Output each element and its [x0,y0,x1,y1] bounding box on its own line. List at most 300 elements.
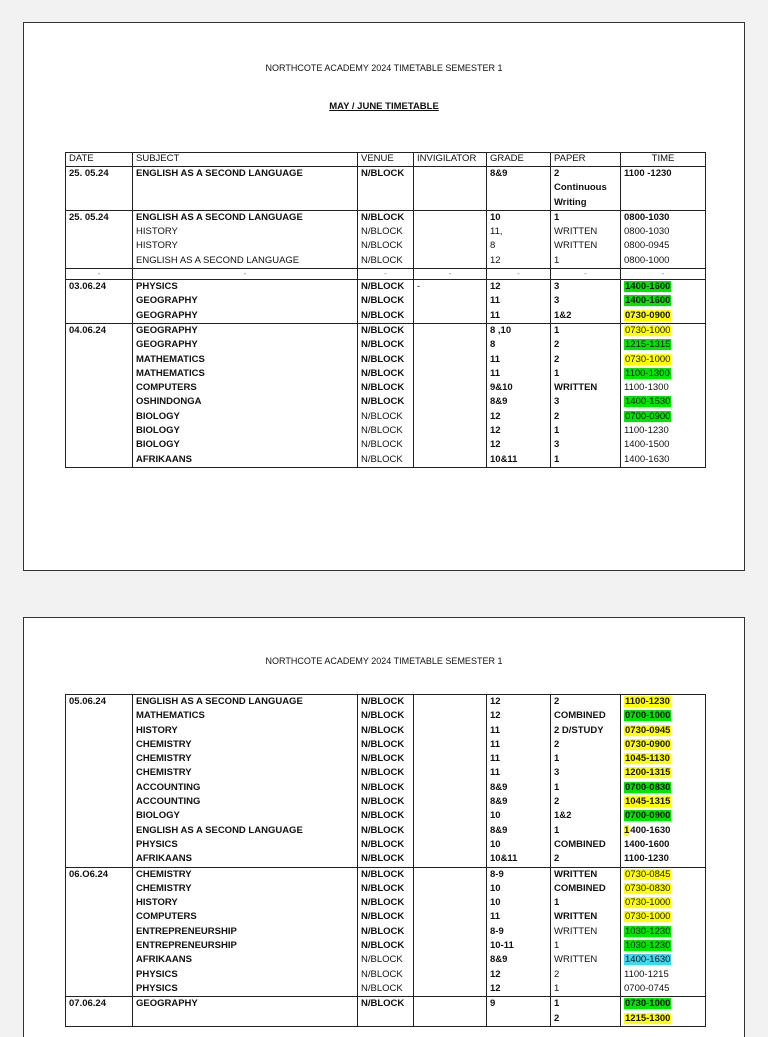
subject-value: CHEMISTRY [136,753,192,765]
subject-value [136,196,354,210]
page1-cell-paper [551,167,621,211]
subject-value: COMPUTERS [136,911,197,923]
time-highlight: 0730-0845 [625,868,671,880]
time-value: 1100-1230 [624,425,669,437]
invigilator-value [417,438,483,452]
time-value: - [661,269,665,279]
page2-cell-grade [487,695,551,868]
time-value: 1100 -1230 [624,168,672,179]
grade-value: 11 [490,353,501,365]
invigilator-value: - [417,281,421,293]
paper-value: Continuous [554,182,607,194]
subject-value: ENTREPRENEURSHIP [136,925,237,937]
page1-cell-time [621,280,706,324]
venue-value: N/BLOCK [361,954,403,966]
time-value [624,882,702,896]
invigilator-value [417,324,483,338]
grade-value: 8-9 [490,925,504,937]
time-value [624,338,702,352]
grade-value: 8-9 [490,868,504,880]
grade-value: 8&9 [490,168,508,179]
time-value [624,353,702,367]
page1-cell-date [66,210,133,268]
paper-value: - [584,269,587,279]
invigilator-value [417,852,483,866]
subject-value: OSHINDONGA [136,396,202,408]
time-value [624,910,702,924]
subject-value: - [243,269,247,279]
venue-value: N/BLOCK [361,396,405,408]
time-value: 1400-1600 [624,838,670,850]
subject-value: GEOGRAPHY [136,295,198,307]
time-value [624,695,702,709]
invigilator-value [417,353,483,367]
subject-value: ENGLISH AS A SECOND LANGUAGE [136,696,303,707]
paper-value: 3 [554,281,560,293]
venue-value: N/BLOCK [361,696,405,707]
time-highlight: 0700-0900 [625,410,671,422]
venue-value: N/BLOCK [361,168,405,179]
subject-value: ENGLISH AS A SECOND LANGUAGE [136,211,303,223]
time-value [624,709,702,723]
venue-value: N/BLOCK [361,998,405,1010]
paper-value: 2 [554,353,560,365]
time-value [624,309,702,323]
time-value [624,367,702,381]
table-row [66,997,706,1027]
subject-value: PHYSICS [136,281,178,293]
subject-value: CHEMISTRY [136,882,192,894]
venue-value: N/BLOCK [361,838,405,850]
page2-cell-invigilator [414,867,487,997]
invigilator-value [417,781,483,795]
invigilator-value [417,709,483,723]
venue-value: N/BLOCK [361,367,405,379]
venue-value: N/BLOCK [361,753,405,765]
page2-cell-subject [133,997,358,1027]
time-value [624,809,702,823]
time-value: 0800-1030 [624,226,670,238]
time-value [624,997,702,1011]
grade-value: 8 [490,240,496,252]
subject-value: CHEMISTRY [136,767,192,779]
venue-value: N/BLOCK [361,339,405,351]
page2-cell-invigilator [414,695,487,868]
paper-value: 1 [554,897,560,909]
page-title: NORTHCOTE ACADEMY 2024 TIMETABLE SEMESTER 1 [265,63,503,73]
paper-value: 1 [554,211,560,223]
date-value: 25. 05.24 [69,211,109,223]
table-row [66,280,706,324]
venue-value: N/BLOCK [361,226,403,238]
invigilator-value [417,196,483,210]
paper-value: Writing [554,196,587,208]
grade-value: 11 [490,295,501,307]
grade-value: 12 [490,696,501,707]
subject-value: GEOGRAPHY [136,339,198,351]
grade-value: 10 [490,897,501,909]
grade-value: 12 [490,410,501,422]
page2-cell-invigilator [414,997,487,1027]
page1-cell-paper [551,210,621,268]
page1-cell-date [66,323,133,467]
date-value: - [97,269,101,279]
page2-cell-time [621,997,706,1027]
invigilator-value [417,910,483,924]
grade-value: 10 [490,882,501,894]
page1-cell-paper [551,323,621,467]
grade-value: 12 [490,281,501,293]
grade-value: 8 ,10 [490,324,512,336]
subject-value: PHYSICS [136,838,178,850]
time-rest: 400-1630 [630,824,671,836]
venue-value: N/BLOCK [361,940,405,952]
venue-value: N/BLOCK [361,425,403,437]
grade-value: 11 [490,911,501,923]
table-header-row [66,153,706,167]
page1-cell-time [621,210,706,268]
page2-cell-paper [551,867,621,997]
subject-value: GEOGRAPHY [136,324,198,336]
subject-value: BIOLOGY [136,410,180,422]
page1-cell-time [621,269,706,280]
time-value [624,896,702,910]
invigilator-value [417,181,483,195]
venue-value: N/BLOCK [361,353,405,365]
time-value [624,410,702,424]
subject-value: ACCOUNTING [136,796,201,808]
paper-value: WRITTEN [554,226,598,238]
page1-cell-grade [487,167,551,211]
page1-cell-grade [487,269,551,280]
venue-value: N/BLOCK [361,968,403,980]
time-value: 0800-0945 [624,240,670,252]
time-highlight: 1030-1230 [625,940,671,952]
venue-value: N/BLOCK [361,810,405,822]
invigilator-value [417,254,483,268]
paper-value: 1&2 [554,309,572,321]
invigilator-value [417,824,483,838]
paper-value: 3 [554,295,560,307]
paper-value: 2 [554,738,560,750]
time-value [624,868,702,882]
col-header-subject: SUBJECT [133,153,358,167]
paper-value: 1 [554,824,560,836]
invigilator-value [417,424,483,438]
page2-cell-grade [487,867,551,997]
venue-value: N/BLOCK [361,410,403,422]
time-highlight: 1400-1600 [625,281,671,293]
paper-value: 1 [554,453,560,465]
time-highlight: 1100-1300 [625,367,670,379]
paper-value: 2 [554,796,560,808]
page2-cell-paper [551,695,621,868]
grade-value: 9&10 [490,382,513,394]
paper-value: 1 [554,254,560,266]
time-value: 1400-1500 [624,439,670,451]
paper-value: WRITTEN [554,954,598,966]
page1-cell-invigilator [414,269,487,280]
venue-value: - [384,269,387,279]
time-highlight: 0730-1000 [625,353,671,365]
page1-cell-venue [358,210,414,268]
venue-value: N/BLOCK [361,738,405,750]
grade-value: 9 [490,998,496,1010]
time-highlight: 0730-0900 [625,738,671,750]
invigilator-value [417,381,483,395]
invigilator-value [417,410,483,424]
subject-value: ENGLISH AS A SECOND LANGUAGE [136,168,303,179]
venue-value: N/BLOCK [361,309,405,321]
grade-value: 8&9 [490,396,508,408]
subject-value: AFRIKAANS [136,853,192,865]
time-value [624,395,702,409]
page2-cell-venue [358,695,414,868]
paper-value: 2 [554,696,560,707]
date-value: 04.06.24 [69,324,106,336]
grade-value: 12 [490,968,501,980]
table-row [66,695,706,868]
time-value [624,294,702,308]
invigilator-value [417,395,483,409]
page1-cell-invigilator [414,210,487,268]
page1-cell-grade [487,323,551,467]
paper-value: 1 [554,982,560,994]
page1-cell-date [66,280,133,324]
time-value: 1100-1230 [624,853,669,865]
page1-cell-subject [133,269,358,280]
page2-cell-time [621,867,706,997]
subject-value [136,181,354,195]
grade-value [490,196,547,210]
subject-value: PHYSICS [136,968,178,980]
invigilator-value [417,809,483,823]
venue-value: N/BLOCK [361,453,403,465]
subject-value: HISTORY [136,226,178,238]
date-value: 03.06.24 [69,281,106,293]
venue-value: N/BLOCK [361,982,403,994]
page1-cell-subject [133,280,358,324]
timetable-page-2 [23,617,745,1037]
table-row [66,269,706,280]
subject-value: PHYSICS [136,982,178,994]
venue-value: N/BLOCK [361,767,405,779]
date-value: 07.06.24 [69,998,106,1010]
col-header-date: DATE [66,153,133,167]
time-highlight: 1400-1530 [625,396,671,408]
time-highlight: 1200-1315 [625,767,671,779]
subject-value: MATHEMATICS [136,353,205,365]
time-highlight-part: 1 [624,824,630,836]
paper-value: WRITTEN [554,868,598,880]
page1-cell-subject [133,210,358,268]
paper-value: 1 [554,998,560,1010]
date-value: 25. 05.24 [69,168,109,179]
page2-cell-venue [358,997,414,1027]
grade-value: 11 [490,753,501,765]
subject-value: GEOGRAPHY [136,998,198,1010]
timetable-table [65,152,706,468]
time-highlight: 0730-0945 [625,724,671,736]
paper-value: 2 [554,168,560,179]
grade-value: 11, [490,226,503,238]
subject-value: GEOGRAPHY [136,309,198,321]
venue-value: N/BLOCK [361,240,403,252]
invigilator-value [417,997,483,1011]
subject-value: MATHEMATICS [136,710,205,722]
time-highlight: 1045-1315 [625,796,671,808]
page2-cell-venue [358,867,414,997]
grade-value: 10-11 [490,940,514,952]
venue-value: N/BLOCK [361,897,405,909]
venue-value: N/BLOCK [361,324,405,336]
time-value: 1100-1300 [624,382,669,394]
venue-value: N/BLOCK [361,911,405,923]
invigilator-value [417,294,483,308]
subject-value: ENTREPRENEURSHIP [136,940,237,952]
invigilator-value [417,338,483,352]
time-highlight: 1215-1315 [625,339,671,351]
invigilator-value [417,453,483,467]
subject-value: COMPUTERS [136,382,197,394]
page2-cell-date [66,695,133,868]
date-value: 05.06.24 [69,696,106,707]
paper-value: COMBINED [554,838,606,850]
col-header-time: TIME [621,153,706,167]
paper-value: 1 [554,367,560,379]
time-value [624,781,702,795]
invigilator-value [417,838,483,852]
grade-value: 10&11 [490,453,518,465]
grade-value: 11 [490,767,501,779]
time-value [624,824,702,838]
page1-cell-invigilator [414,280,487,324]
grade-value: 12 [490,425,501,437]
page1-cell-date [66,269,133,280]
paper-value: COMBINED [554,882,606,894]
page1-cell-venue [358,269,414,280]
timetable-page-1 [23,22,745,571]
paper-value: 3 [554,439,560,451]
subject-value: HISTORY [136,897,178,909]
time-highlight: 1400-1600 [625,295,671,307]
paper-value: WRITTEN [554,240,598,252]
date-value: 06.O6.24 [69,868,109,880]
time-value: 1400-1630 [624,453,670,465]
col-header-venue: VENUE [358,153,414,167]
time-highlight: 1215-1300 [625,1012,671,1024]
invigilator-value [417,724,483,738]
grade-value: 10 [490,810,501,822]
grade-value: 10 [490,211,501,223]
time-value [624,196,702,210]
time-highlight: 0730-0830 [625,882,671,894]
paper-value: 1 [554,781,560,793]
paper-value: 2 [554,853,560,865]
invigilator-value [417,309,483,323]
time-value [624,724,702,738]
table-row [66,210,706,268]
invigilator-value [417,868,483,882]
subject-value: ENGLISH AS A SECOND LANGUAGE [136,824,303,836]
invigilator-value [417,225,483,239]
time-value [624,939,702,953]
invigilator-value [417,939,483,953]
invigilator-value [417,738,483,752]
time-value: 0700-0745 [624,982,670,994]
time-highlight: 0730-1000 [625,998,671,1010]
invigilator-value [417,367,483,381]
venue-value: N/BLOCK [361,824,405,836]
paper-value: 1 [554,940,560,952]
grade-value [490,181,547,195]
page1-cell-date [66,167,133,211]
time-value [624,324,702,338]
invigilator-value [417,795,483,809]
venue-value: N/BLOCK [361,382,405,394]
page1-cell-subject [133,323,358,467]
paper-value: 2 [554,1012,560,1024]
subject-value: HISTORY [136,240,178,252]
page2-cell-time [621,695,706,868]
venue-value: N/BLOCK [361,781,405,793]
invigilator-value [417,239,483,253]
invigilator-value [417,766,483,780]
subject-value: AFRIKAANS [136,453,192,465]
venue-value: N/BLOCK [361,882,405,894]
time-value [624,752,702,766]
venue-value: N/BLOCK [361,295,405,307]
grade-value: 8&9 [490,796,508,808]
time-highlight: 0700-1000 [625,710,671,722]
table-row [66,323,706,467]
venue-value: N/BLOCK [361,868,405,880]
venue-value: N/BLOCK [361,925,405,937]
paper-value: 2 [554,968,560,980]
time-highlight: 0700-0830 [625,781,671,793]
invigilator-value [417,896,483,910]
paper-value: WRITTEN [554,911,598,923]
invigilator-value [417,968,483,982]
time-highlight: 0700-0900 [625,810,671,822]
time-value [624,953,702,967]
page2-cell-date [66,867,133,997]
grade-value: 10&11 [490,853,518,865]
time-value: 0800-1030 [624,211,670,223]
grade-value: - [517,269,520,279]
page2-cell-paper [551,997,621,1027]
page-title-2: NORTHCOTE ACADEMY 2024 TIMETABLE SEMESTER 1 [265,656,503,666]
grade-value: 11 [490,738,501,750]
grade-value: 8&9 [490,954,508,966]
table-row [66,867,706,997]
paper-value: 2 [554,410,560,422]
page2-cell-subject [133,695,358,868]
paper-value: 3 [554,767,560,779]
grade-value: 12 [490,710,501,722]
paper-value: 3 [554,396,560,408]
paper-value: 2 [554,339,560,351]
venue-value: N/BLOCK [361,796,405,808]
venue-value: N/BLOCK [361,853,405,865]
timetable-subtitle: MAY / JUNE TIMETABLE [329,101,439,112]
time-value [624,280,702,294]
time-value [624,738,702,752]
invigilator-value [417,167,483,181]
grade-value: 8&9 [490,781,508,793]
invigilator-value [417,695,483,709]
time-value [624,181,702,195]
